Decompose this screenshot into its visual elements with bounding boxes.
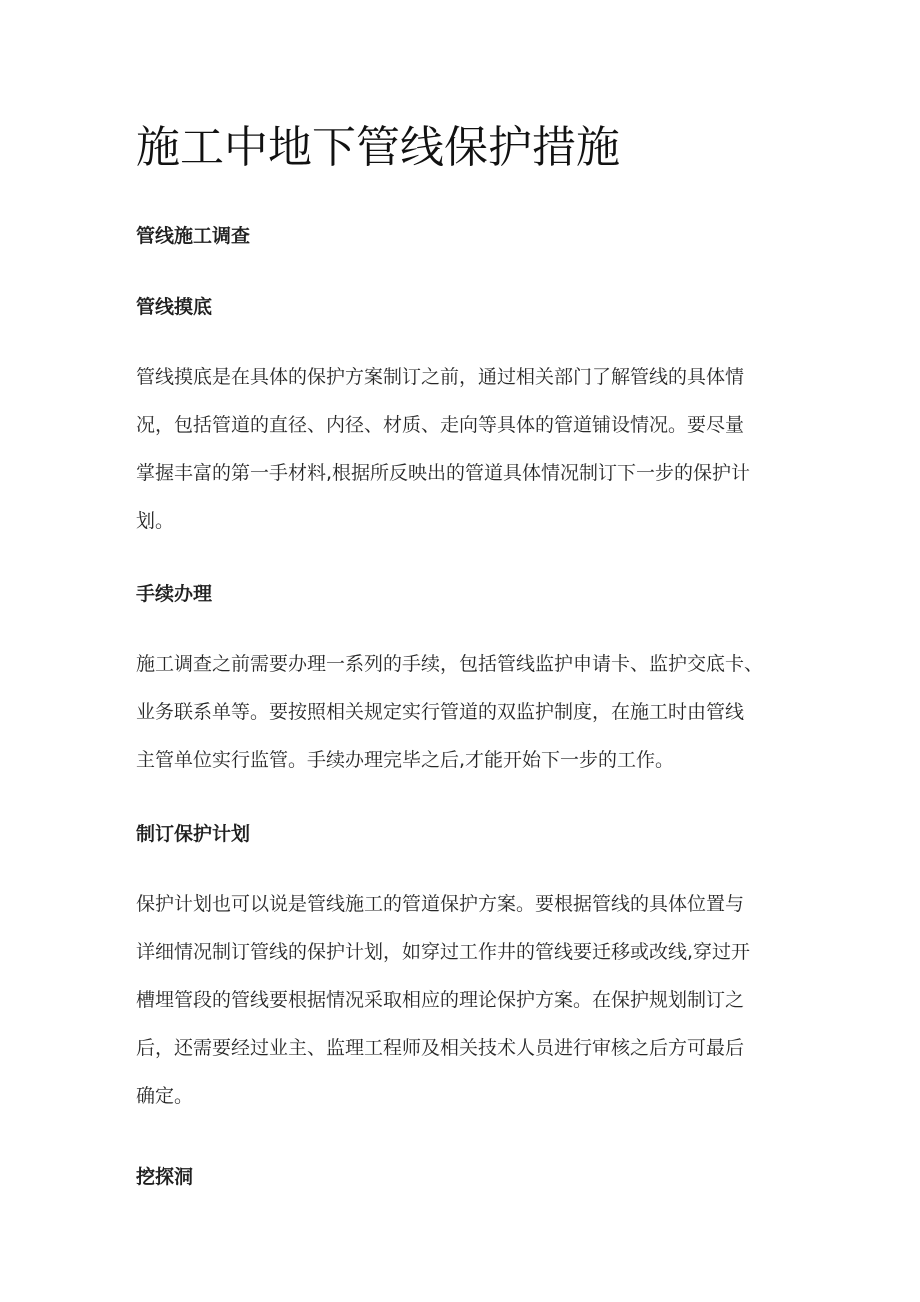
paragraph-touch: [136, 353, 796, 545]
section-heading-dig: 挖探洞: [136, 1166, 194, 1188]
paragraph-plan: [136, 880, 796, 1120]
paragraph-line: 详细情况制订管线的保护计划，如穿过工作井的管线要迁移或改线,穿过开: [136, 941, 751, 963]
subsection-heading-procedure: 手续办理: [136, 583, 213, 605]
paragraph-line: 管线摸底是在具体的保护方案制订之前，通过相关部门了解管线的具体情: [136, 366, 745, 388]
paragraph-line: 主管单位实行监管。手续办理完毕之后,才能开始下一步的工作。: [136, 749, 675, 771]
section-heading-survey: 管线施工调查: [136, 225, 251, 247]
paragraph-line: 后，还需要经过业主、监理工程师及相关技术人员进行审核之后方可最后: [136, 1037, 745, 1059]
paragraph-line: 槽埋管段的管线要根据情况采取相应的理论保护方案。在保护规划制订之: [136, 989, 745, 1011]
paragraph-line: 保护计划也可以说是管线施工的管道保护方案。要根据管线的具体位置与: [136, 893, 745, 915]
subsection-heading-plan: 制订保护计划: [136, 823, 251, 845]
document-title: 施工中地下管线保护措施: [136, 122, 620, 173]
paragraph-line: 掌握丰富的第一手材料,根据所反映出的管道具体情况制订下一步的保护计: [136, 462, 751, 484]
paragraph-procedure: [136, 640, 796, 784]
paragraph-line: 施工调查之前需要办理一系列的手续，包括管线监护申请卡、监护交底卡、: [136, 653, 764, 675]
subsection-heading-touch: 管线摸底: [136, 296, 213, 318]
paragraph-line: 划。: [136, 510, 175, 532]
paragraph-line: 况，包括管道的直径、内径、材质、走向等具体的管道铺设情况。要尽量: [136, 414, 745, 436]
paragraph-line: 确定。: [136, 1085, 194, 1107]
paragraph-line: 业务联系单等。要按照相关规定实行管道的双监护制度，在施工时由管线: [136, 701, 745, 723]
